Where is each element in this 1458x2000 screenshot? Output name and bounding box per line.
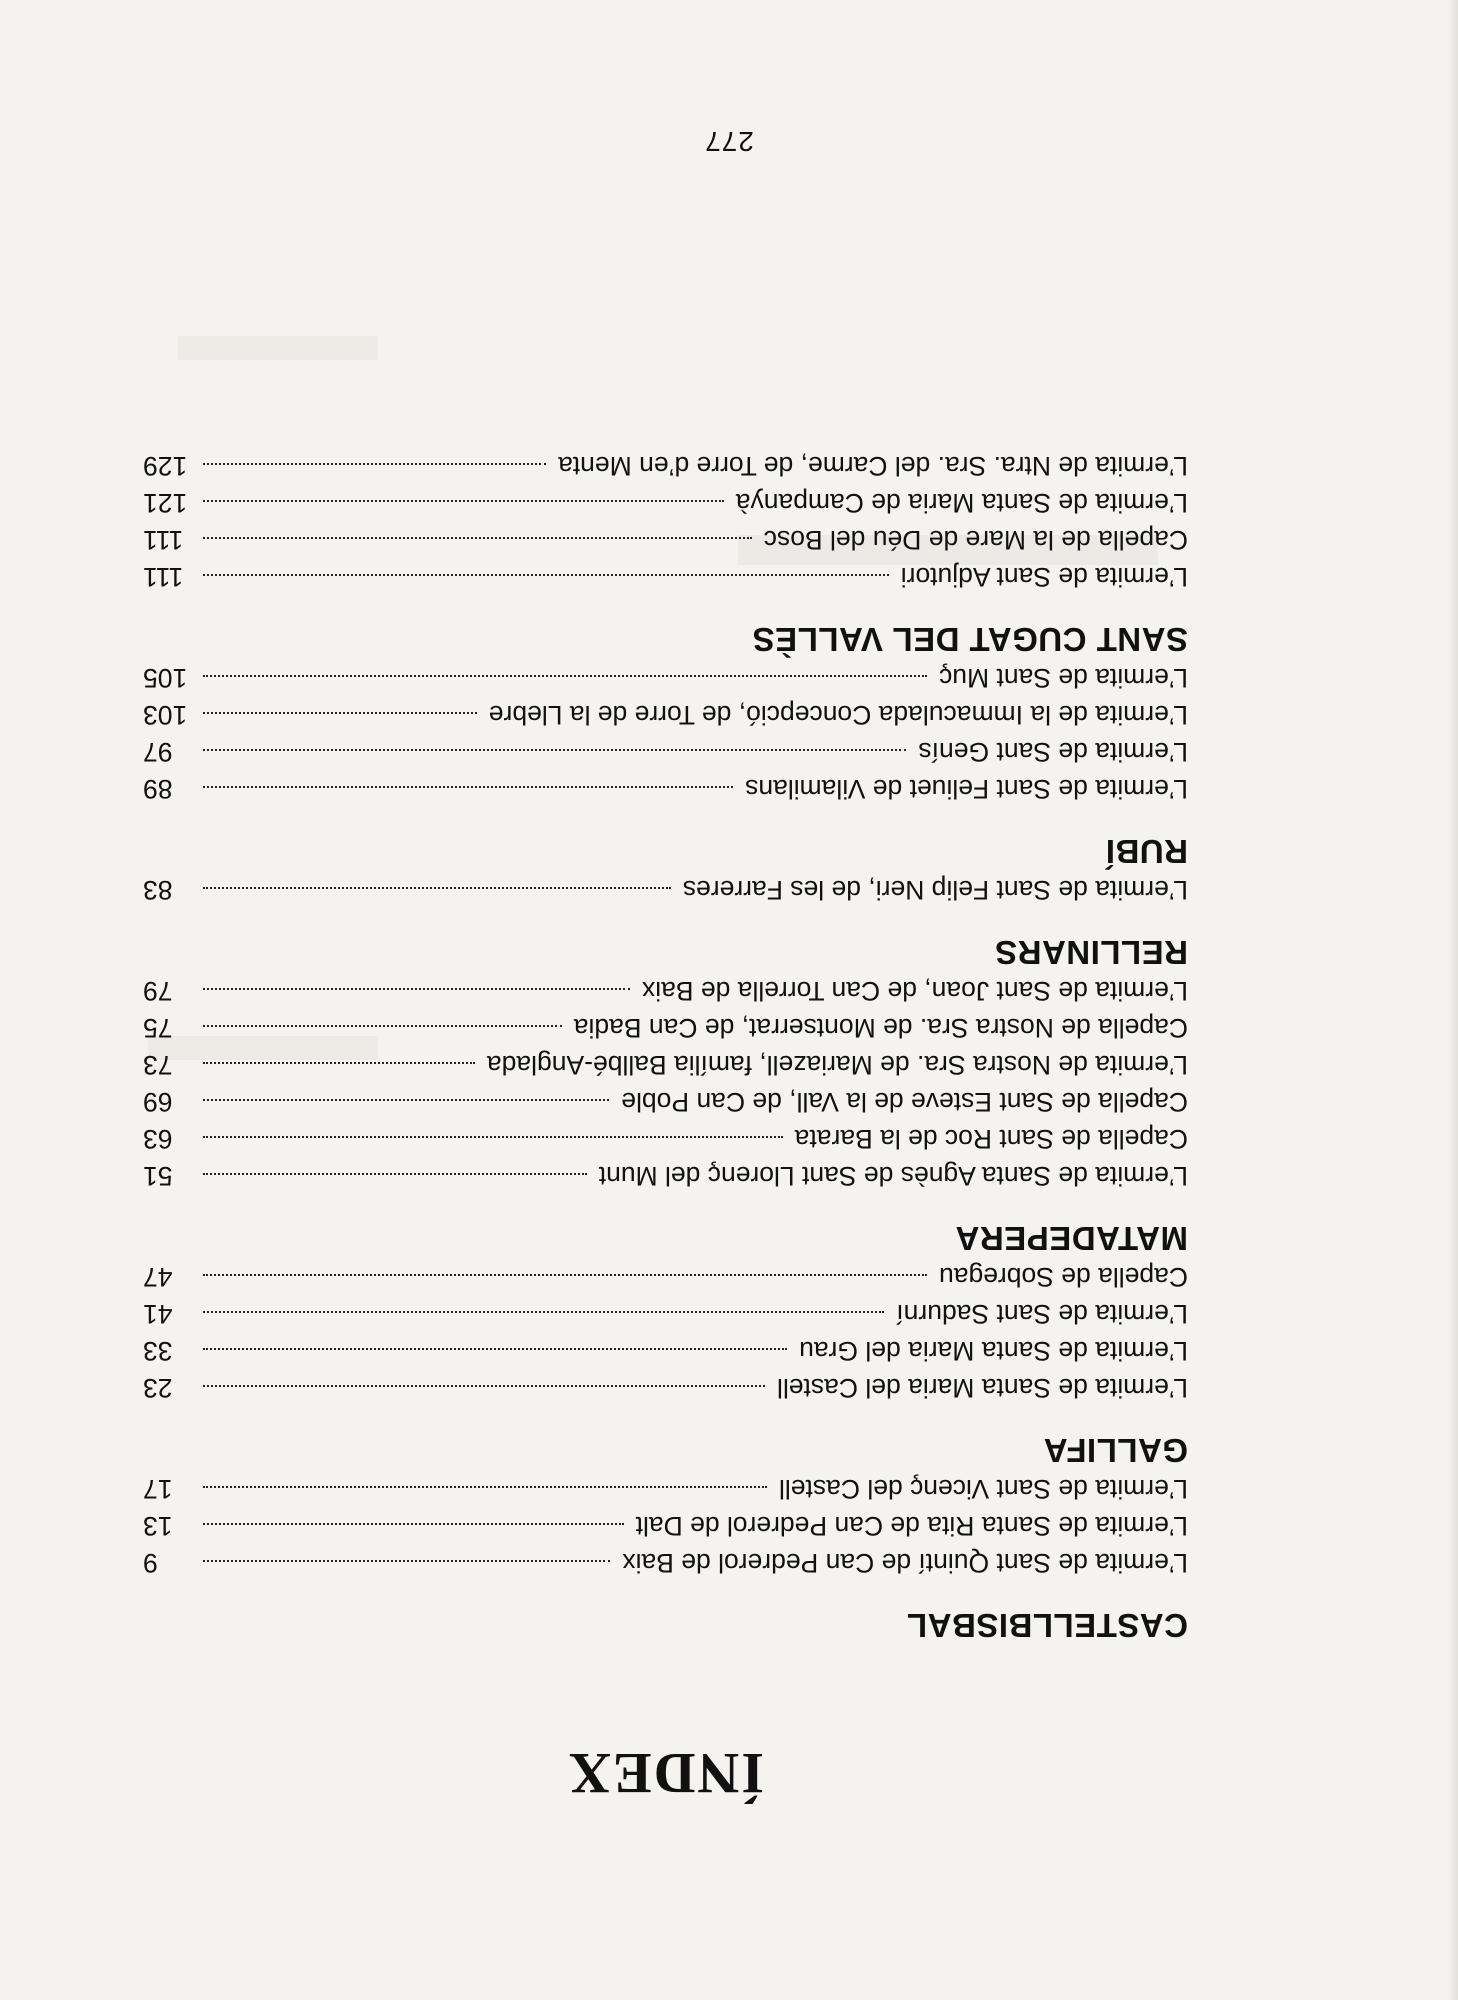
entry-page-number: 69 — [143, 1087, 173, 1117]
dot-leader — [203, 1099, 609, 1101]
dot-leader — [203, 1560, 610, 1562]
index-entry — [143, 484, 1188, 521]
dot-leader — [203, 1523, 624, 1525]
index-entry — [143, 558, 1188, 595]
index-entry — [143, 1009, 1188, 1046]
entry-list — [143, 1258, 1188, 1406]
index-entry — [143, 521, 1188, 558]
entry-page-number: 79 — [143, 976, 173, 1006]
entry-title: L’ermita de Ntra. Sra. del Carme, de Torre d’en Menta — [558, 451, 1188, 481]
dot-leader — [203, 1173, 587, 1175]
dot-leader — [203, 786, 733, 788]
entry-page-number: 75 — [143, 1013, 173, 1043]
dot-leader — [203, 1486, 767, 1488]
entry-title: Capella de Sant Roc de la Barata — [794, 1124, 1188, 1154]
index-entry — [143, 1120, 1188, 1157]
entry-title: L’ermita de Sant Quintí de Can Pedrerol de Baix — [622, 1548, 1188, 1578]
entry-list — [143, 659, 1188, 807]
index-entry — [143, 871, 1188, 908]
section-castellbisbal — [143, 1470, 1188, 1645]
index-entry — [143, 770, 1188, 807]
section-heading: SANT CUGAT DEL VALLÈS — [752, 621, 1188, 658]
entry-list — [143, 972, 1188, 1194]
entry-title: L’ermita de Sant Joan, de Can Torrella de Baix — [641, 976, 1188, 1006]
entry-page-number: 9 — [143, 1548, 158, 1578]
entry-page-number: 121 — [143, 488, 188, 518]
dot-leader — [203, 574, 889, 576]
entry-title: L’ermita de Sant Adjutori — [900, 562, 1188, 592]
dot-leader — [203, 887, 671, 889]
dot-leader — [203, 1311, 884, 1313]
dot-leader — [203, 537, 752, 539]
bleed-through-mark — [178, 336, 378, 360]
entry-title: L’ermita de Sant Felip Neri, de les Farreres — [682, 875, 1188, 905]
entry-title: L’ermita de Sant Feliuet de Vilamilans — [745, 774, 1188, 804]
index-entry — [143, 1332, 1188, 1369]
entry-title: L’ermita de Santa Maria del Grau — [799, 1336, 1188, 1366]
entry-page-number: 51 — [143, 1161, 173, 1191]
dot-leader — [203, 1385, 765, 1387]
dot-leader — [203, 712, 477, 714]
entry-title: Capella de Sobregau — [939, 1262, 1188, 1292]
index-entry — [143, 447, 1188, 484]
dot-leader — [203, 1274, 927, 1276]
entry-title: Capella de Sant Esteve de la Vall, de Can Poble — [621, 1087, 1188, 1117]
entry-list — [143, 871, 1188, 908]
index-sections — [143, 447, 1188, 1645]
index-title: ÍNDEX — [567, 1741, 764, 1806]
index-entry — [143, 1507, 1188, 1544]
entry-page-number: 41 — [143, 1299, 173, 1329]
page-edge-shadow — [1448, 0, 1458, 2000]
entry-title: L’ermita de Sant Genís — [918, 737, 1188, 767]
entry-title: L’ermita de Santa Rita de Can Pedrerol de Dalt — [635, 1511, 1188, 1541]
index-entry — [143, 1157, 1188, 1194]
index-entry — [143, 1544, 1188, 1581]
dot-leader — [203, 1062, 475, 1064]
entry-title: L’ermita de la Immaculada Concepció, de Torre de la Llebre — [488, 700, 1188, 730]
entry-title: L’ermita de Sant Muç — [939, 663, 1188, 693]
entry-title: L’ermita de Santa Maria de Campanyà — [735, 488, 1188, 518]
entry-title: Capella de la Mare de Déu del Bosc — [763, 525, 1188, 555]
entry-title: L’ermita de Santa Agnès de Sant Llorenç del Munt — [598, 1161, 1188, 1191]
entry-page-number: 111 — [143, 562, 184, 592]
index-entry — [143, 1470, 1188, 1507]
index-entry — [143, 733, 1188, 770]
entry-page-number: 105 — [143, 663, 188, 693]
index-entry — [143, 696, 1188, 733]
entry-page-number: 47 — [143, 1262, 173, 1292]
entry-title: L’ermita de Nostra Sra. de Mariazell, família Ballbé-Anglada — [486, 1050, 1188, 1080]
entry-page-number: 103 — [143, 700, 188, 730]
index-entry — [143, 972, 1188, 1009]
section-heading: MATADEPERA — [955, 1220, 1188, 1257]
section-heading: RELLINARS — [994, 934, 1188, 971]
dot-leader — [203, 1136, 783, 1138]
entry-page-number: 23 — [143, 1373, 173, 1403]
dot-leader — [203, 1348, 787, 1350]
entry-page-number: 97 — [143, 737, 173, 767]
entry-title: L’ermita de Sant Sadurní — [896, 1299, 1188, 1329]
section-heading: GALLIFA — [1043, 1432, 1188, 1469]
entry-title: L’ermita de Santa Maria del Castell — [777, 1373, 1188, 1403]
index-entry — [143, 1083, 1188, 1120]
index-entry — [143, 1295, 1188, 1332]
section-rellinars — [143, 871, 1188, 972]
dot-leader — [203, 749, 906, 751]
section-heading: RUBÍ — [1105, 833, 1188, 870]
index-content — [143, 447, 1188, 1809]
section-matadepera — [143, 972, 1188, 1258]
index-entry — [143, 659, 1188, 696]
entry-page-number: 89 — [143, 774, 173, 804]
entry-list — [143, 447, 1188, 595]
entry-page-number: 33 — [143, 1336, 173, 1366]
section-sant-cugat-del-valles — [143, 447, 1188, 659]
entry-title: Capella de Nostra Sra. de Montserrat, de Can Badia — [573, 1013, 1188, 1043]
entry-page-number: 13 — [143, 1511, 173, 1541]
section-gallifa — [143, 1258, 1188, 1470]
page-number: 277 — [704, 126, 754, 157]
index-entry — [143, 1046, 1188, 1083]
entry-page-number: 111 — [143, 525, 184, 555]
entry-page-number: 63 — [143, 1124, 173, 1154]
dot-leader — [203, 988, 630, 990]
index-entry — [143, 1369, 1188, 1406]
entry-page-number: 129 — [143, 451, 188, 481]
dot-leader — [203, 500, 724, 502]
section-heading: CASTELLBISBAL — [906, 1607, 1188, 1644]
entry-page-number: 17 — [143, 1474, 173, 1504]
index-entry — [143, 1258, 1188, 1295]
section-rubi — [143, 659, 1188, 871]
dot-leader — [203, 1025, 562, 1027]
dot-leader — [203, 463, 546, 465]
entry-list — [143, 1470, 1188, 1581]
dot-leader — [203, 675, 927, 677]
entry-title: L’ermita de Sant Vicenç del Castell — [778, 1474, 1188, 1504]
entry-page-number: 73 — [143, 1050, 173, 1080]
entry-page-number: 83 — [143, 875, 173, 905]
